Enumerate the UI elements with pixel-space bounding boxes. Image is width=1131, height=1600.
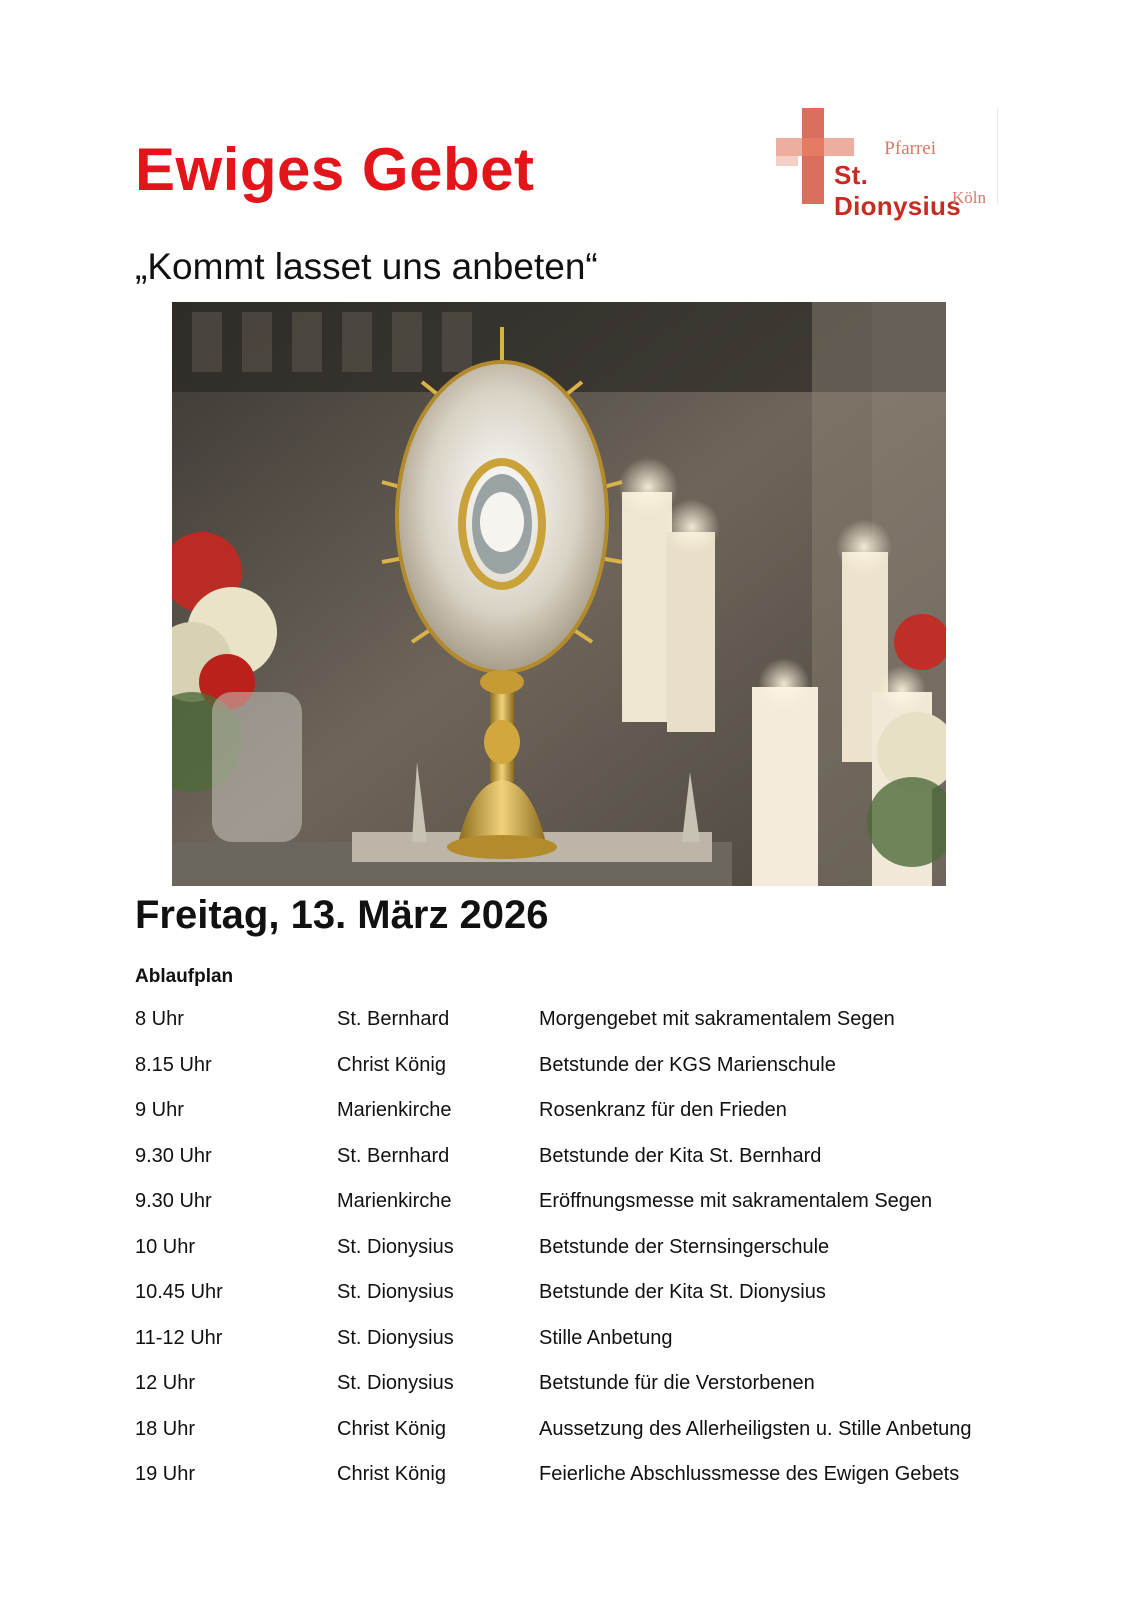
monstrance-icon (172, 302, 946, 886)
logo-line-city: Köln (952, 188, 986, 207)
table-row (135, 1145, 1035, 1191)
table-row (135, 1008, 1035, 1054)
page-title: Ewiges Gebet (135, 136, 535, 203)
row-place: Christ König (337, 1463, 446, 1485)
row-time: 9 Uhr (135, 1099, 184, 1121)
table-row (135, 1281, 1035, 1327)
table-row (135, 1054, 1035, 1100)
row-place: St. Bernhard (337, 1008, 450, 1030)
row-time: 19 Uhr (135, 1463, 196, 1485)
table-row (135, 1099, 1035, 1145)
row-place: St. Dionysius (337, 1326, 454, 1349)
table-row (135, 1418, 1035, 1464)
row-event: Morgengebet mit sakramentalem Segen (539, 1008, 895, 1030)
row-place: St. Dionysius (337, 1235, 454, 1258)
row-time: 18 Uhr (135, 1417, 196, 1440)
row-place: St. Bernhard (337, 1144, 450, 1167)
row-event: Eröffnungsmesse mit sakramentalem Segen (539, 1190, 933, 1212)
row-event: Betstunde der Kita St. Bernhard (539, 1144, 822, 1167)
row-time: 8.15 Uhr (135, 1053, 212, 1076)
logo-text (834, 108, 998, 221)
row-event: Betstunde der Sternsingerschule (539, 1235, 830, 1258)
table-row (135, 1463, 1035, 1509)
row-time: 8 Uhr (135, 1008, 184, 1030)
row-event: Betstunde der Kita St. Dionysius (539, 1281, 826, 1303)
row-time: 12 Uhr (135, 1372, 196, 1394)
schedule-table (135, 1008, 1035, 1509)
row-place: Christ König (337, 1417, 446, 1440)
row-place: Marienkirche (337, 1190, 452, 1212)
row-event: Betstunde für die Verstorbenen (539, 1372, 815, 1394)
logo-line-parish-name: St. Dionysius (834, 160, 961, 221)
schedule-heading: Ablaufplan (135, 966, 234, 987)
row-place: St. Dionysius (337, 1372, 454, 1394)
row-event: Stille Anbetung (539, 1326, 673, 1349)
row-time: 9.30 Uhr (135, 1190, 212, 1212)
row-place: Marienkirche (337, 1099, 452, 1121)
page-subtitle: „Kommt lasset uns anbeten“ (135, 246, 598, 287)
table-row (135, 1236, 1035, 1282)
parish-logo (776, 108, 998, 221)
row-event: Feierliche Abschlussmesse des Ewigen Gebets (539, 1463, 960, 1485)
row-place: St. Dionysius (337, 1281, 454, 1303)
row-event: Betstunde der KGS Marienschule (539, 1053, 836, 1076)
monstrance-photo (172, 302, 946, 886)
row-time: 11-12 Uhr (135, 1326, 223, 1349)
table-row (135, 1372, 1035, 1418)
logo-line-pfarrei: Pfarrei (884, 138, 936, 159)
table-row (135, 1327, 1035, 1373)
row-time: 10.45 Uhr (135, 1281, 223, 1303)
row-event: Rosenkranz für den Frieden (539, 1099, 787, 1121)
row-place: Christ König (337, 1053, 446, 1076)
table-row (135, 1190, 1035, 1236)
row-time: 10 Uhr (135, 1235, 196, 1258)
row-event: Aussetzung des Allerheiligsten u. Stille Anbetung (539, 1417, 972, 1440)
event-date: Freitag, 13. März 2026 (135, 893, 549, 937)
row-time: 9.30 Uhr (135, 1144, 212, 1167)
logo-border (997, 108, 998, 204)
